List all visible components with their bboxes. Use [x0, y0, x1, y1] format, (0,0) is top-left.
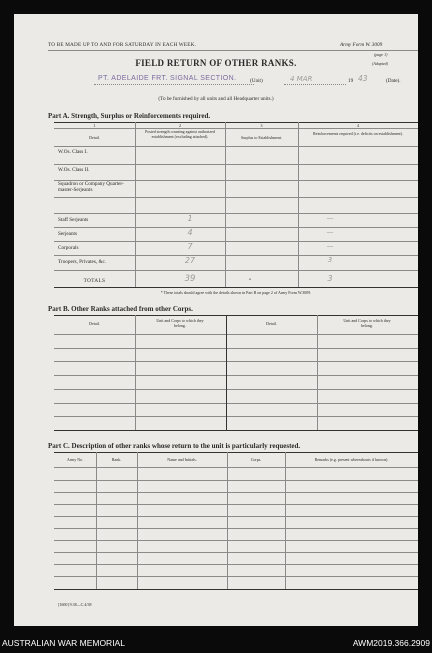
page-note: (page 1)	[374, 52, 388, 57]
row-label-wo-class-2: W.Os. Class II.	[58, 167, 90, 173]
date-handwritten: 4 MAR	[290, 75, 313, 83]
row-label-staff-serjeants: Staff Serjeants	[58, 217, 89, 223]
part-b-heading: Part B. Other Ranks attached from other Corps.	[48, 305, 193, 313]
col-number-4: 4	[357, 123, 359, 128]
row-label-corporals: Corporals	[58, 245, 79, 251]
footer-accession-number: AWM2019.366.2909	[352, 638, 430, 648]
reinf-troopers: 3	[327, 256, 333, 264]
totals-reinforcements: 3	[327, 274, 333, 283]
reinf-staff-serjeants: —	[326, 214, 334, 222]
unit-label: (Unit)	[250, 78, 263, 84]
part-c-col-army-no: Army No.	[66, 457, 84, 462]
part-c-heading: Part C. Description of other ranks whose return to the unit is particularly requested.	[48, 442, 301, 450]
col-header-surplus: Surplus to Establishment.	[241, 135, 282, 140]
strength-serjeants: 4	[187, 228, 193, 237]
col-header-reinforcements: Reinforcements required (i.e. deficits on establishment).	[313, 131, 403, 136]
unit-dotted-line	[94, 84, 254, 85]
row-label-cqms: Squadron or Company Quarter-master-Serjeants	[58, 181, 124, 193]
print-code: [1600] 9.38—C.4/38	[58, 602, 92, 607]
form-id: Army Form W. 3009	[340, 42, 383, 48]
strength-troopers: 27	[184, 256, 196, 265]
adapted-note: (Adapted)	[372, 61, 388, 66]
footer-institution: AUSTRALIAN WAR MEMORIAL	[2, 638, 125, 648]
totals-surplus: •	[249, 277, 251, 283]
totals-strength: 39	[184, 274, 196, 284]
part-c-col-corps: Corps.	[250, 457, 262, 462]
part-c-col-name: Name and Initials.	[167, 457, 197, 462]
part-b-col-unit-corps-2: Unit and Corps to which they belong.	[343, 318, 391, 328]
row-label-wo-class-1: W.Os. Class I.	[58, 149, 88, 155]
row-label-troopers: Troopers, Privates, &c.	[58, 259, 107, 265]
date-dotted-line	[284, 84, 346, 85]
header-rule	[48, 50, 418, 51]
date-label: (Date).	[386, 78, 401, 84]
col-header-posted-strength: Posted strength counting against authorized establishment (excluding attached).	[145, 129, 215, 139]
instruction-text: TO BE MADE UP TO AND FOR SATURDAY IN EACH WEEK.	[48, 42, 197, 48]
reinf-corporals: —	[326, 242, 334, 250]
row-label-serjeants: Serjeants	[58, 231, 78, 237]
col-number-3: 3	[260, 123, 263, 128]
reinf-serjeants: —	[326, 228, 334, 236]
part-b-col-detail-1: Detail.	[89, 321, 100, 326]
furnished-note: (To be furnished by all units and all Headquarter units.)	[158, 96, 274, 102]
year-suffix: 43	[358, 74, 368, 83]
col-number-1: 1	[93, 123, 96, 128]
part-c-col-remarks: Remarks (e.g. present whereabouts if known).	[314, 457, 389, 462]
year-prefix: 19	[348, 78, 354, 84]
part-a-heading: Part A. Strength, Surplus or Reinforcements required.	[48, 112, 211, 120]
archive-footer	[0, 633, 432, 653]
unit-stamp: PT. ADELAIDE FRT. SIGNAL SECTION.	[98, 75, 237, 82]
totals-label: TOTALS	[83, 278, 106, 284]
page-title: FIELD RETURN OF OTHER RANKS.	[135, 58, 297, 68]
part-a-footnote: * These totals should agree with the details shown in Part B on page 2 of Army Form W.3009.	[160, 290, 312, 295]
col-number-2: 2	[179, 123, 181, 128]
strength-staff-serjeants: 1	[187, 214, 193, 223]
form-sheet	[14, 14, 418, 626]
part-b-col-unit-corps-1: Unit and Corps to which they belong.	[156, 318, 204, 328]
part-b-col-detail-2: Detail.	[266, 321, 277, 326]
part-c-col-rank: Rank.	[111, 457, 122, 462]
col-header-detail: Detail.	[89, 135, 100, 140]
strength-corporals: 7	[187, 242, 193, 251]
